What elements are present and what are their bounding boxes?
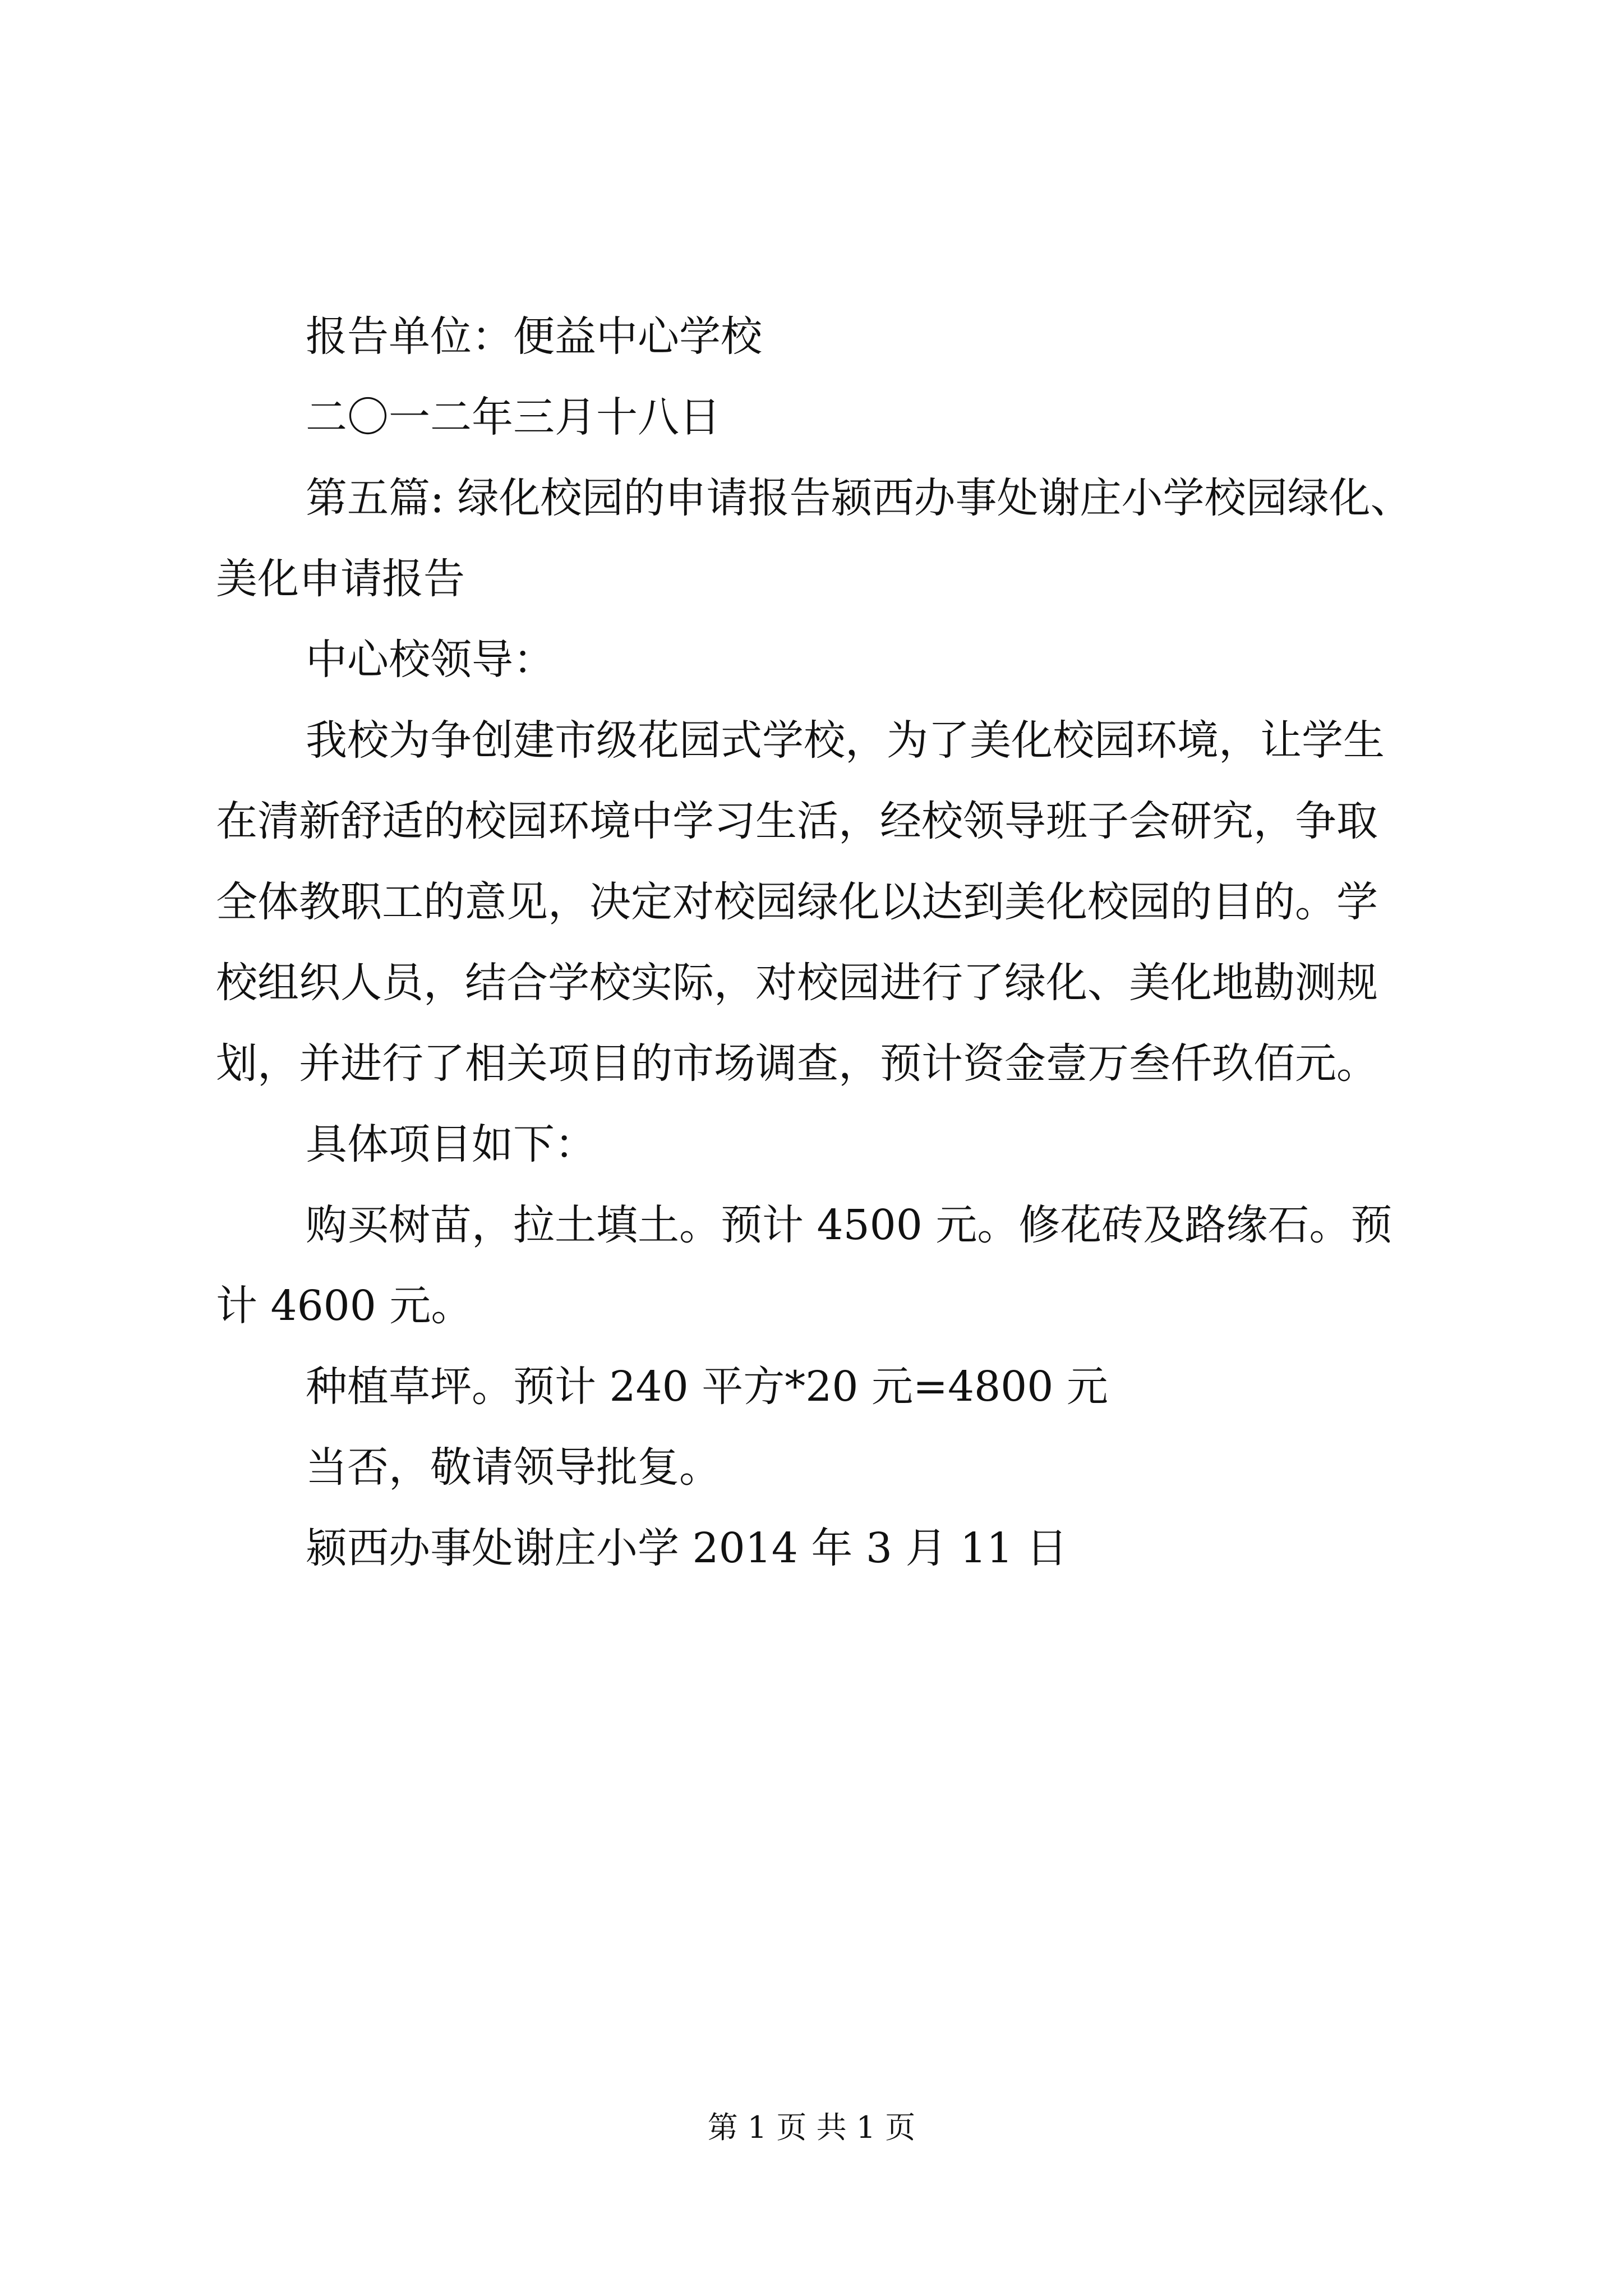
body-paragraph-line: 我校为争创建市级花园式学校，为了美化校园环境，让学生 bbox=[306, 716, 1385, 765]
body-paragraph-line: 全体教职工的意见，决定对校园绿化以达到美化校园的目的。学 bbox=[216, 878, 1378, 926]
section-title-line-2: 美化申请报告 bbox=[216, 555, 465, 603]
items-heading-line: 具体项目如下： bbox=[306, 1120, 596, 1168]
signature-date-line: 颍西办事处谢庄小学 2014 年 3 月 11 日 bbox=[306, 1524, 1068, 1572]
body-paragraph-line: 在清新舒适的校园环境中学习生活，经校领导班子会研究，争取 bbox=[216, 797, 1378, 845]
budget-item-line: 购买树苗，拉土填土。预计 4500 元。修花砖及路缘石。预 bbox=[306, 1201, 1393, 1249]
budget-item-line: 种植草坪。预计 240 平方*20 元=4800 元 bbox=[306, 1363, 1108, 1411]
closing-request-line: 当否，敬请领导批复。 bbox=[306, 1443, 721, 1492]
report-unit-line: 报告单位：便益中心学校 bbox=[306, 312, 762, 361]
budget-item-line: 计 4600 元。 bbox=[216, 1282, 473, 1330]
salutation-line: 中心校领导： bbox=[306, 636, 555, 684]
section-title-line-1: 第五篇: 绿化校园的申请报告颍西办事处谢庄小学校园绿化、 bbox=[306, 474, 1412, 522]
report-date-line: 二〇一二年三月十八日 bbox=[306, 393, 721, 441]
page-footer: 第 1 页 共 1 页 bbox=[707, 2110, 916, 2145]
body-paragraph-line: 划，并进行了相关项目的市场调查，预计资金壹万叁仟玖佰元。 bbox=[216, 1039, 1378, 1088]
body-paragraph-line: 校组织人员，结合学校实际，对校园进行了绿化、美化地勘测规 bbox=[216, 959, 1378, 1007]
